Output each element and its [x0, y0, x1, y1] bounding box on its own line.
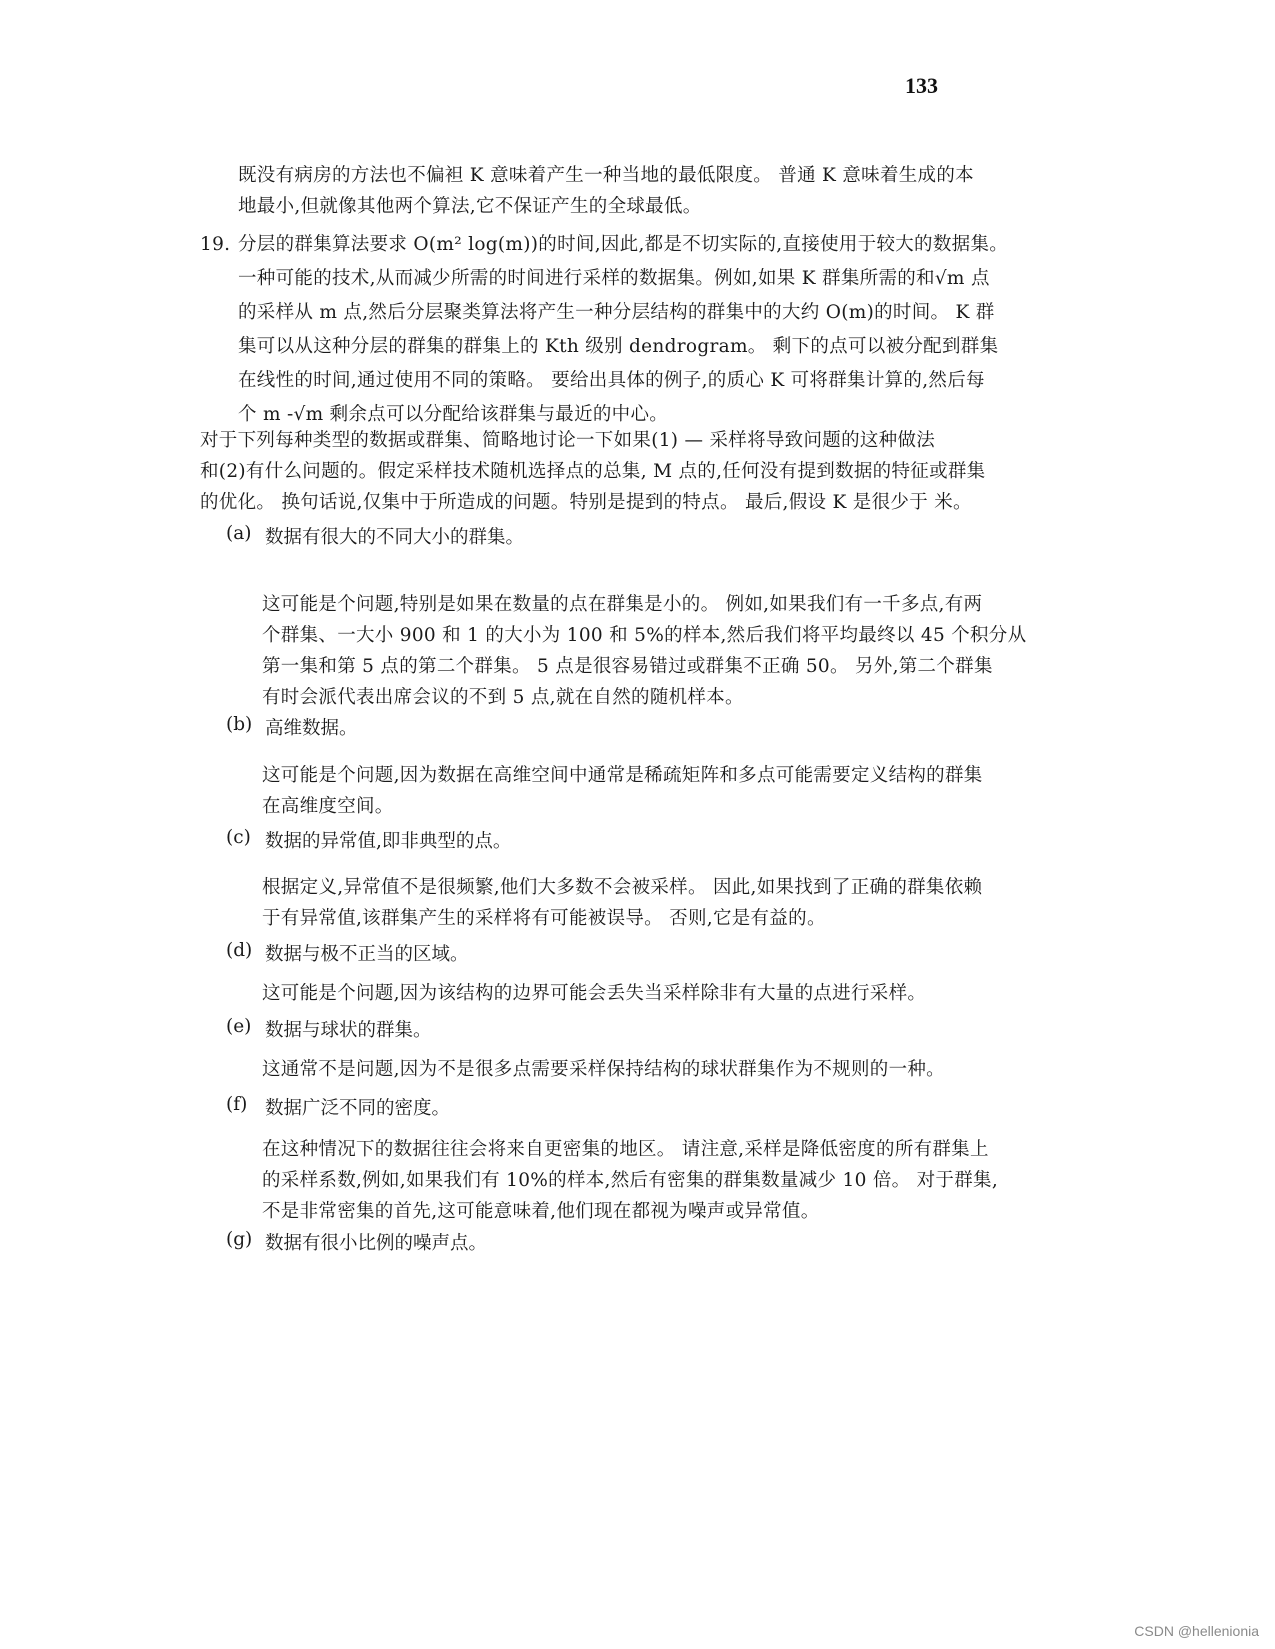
item-answer-c	[262, 872, 982, 934]
page-number: 133	[905, 73, 938, 98]
text-line: 第一集和第 5 点的第二个群集。 5 点是很容易错过或群集不正确 50。 另外,第二个群集	[262, 656, 993, 677]
item-answer-e	[262, 1054, 945, 1085]
item-label-e: (e)	[226, 1016, 252, 1037]
text-line: 个群集、一大小 900 和 1 的大小为 100 和 5%的样本,然后我们将平均最终以 45 个积分从	[262, 625, 1027, 646]
text-line: 有时会派代表出席会议的不到 5 点,就在自然的随机样本。	[262, 687, 744, 708]
item-title-a: 数据有很大的不同大小的群集。	[265, 527, 525, 548]
instructions-paragraph	[200, 425, 985, 518]
text-line: 一种可能的技术,从而减少所需的时间进行采样的数据集。例如,如果 K 群集所需的和√m 点	[238, 268, 990, 289]
text-line: 在高维度空间。	[262, 796, 394, 817]
item-answer-b	[262, 760, 983, 822]
text-line: 的优化。 换句话说,仅集中于所造成的问题。特别是提到的特点。 最后,假设 K 是很少于 米。	[200, 492, 972, 513]
item-label-d: (d)	[226, 940, 253, 961]
item-answer-a	[262, 589, 1026, 713]
item-title-g: 数据有很小比例的噪声点。	[265, 1233, 488, 1254]
item-label-a: (a)	[226, 523, 252, 544]
item-title-b: 高维数据。	[265, 718, 358, 739]
watermark: CSDN @hellenionia	[1134, 1623, 1259, 1639]
item-answer-d	[262, 978, 926, 1009]
item-label-g: (g)	[226, 1229, 253, 1250]
text-line: 这可能是个问题,因为该结构的边界可能会丢失当采样除非有大量的点进行采样。	[262, 983, 927, 1004]
text-line: 分层的群集算法要求 O(m² log(m))的时间,因此,都是不切实际的,直接使用于较大的数据集。	[238, 234, 1009, 255]
text-line: 不是非常密集的首先,这可能意味着,他们现在都视为噪声或异常值。	[262, 1201, 820, 1222]
text-line: 既没有病房的方法也不偏袒 K 意味着产生一种当地的最低限度。 普通 K 意味着生成的本	[238, 165, 974, 186]
text-line: 和(2)有什么问题的。假定采样技术随机选择点的总集, M 点的,任何没有提到数据的特征或群集	[200, 461, 986, 482]
item-answer-f	[262, 1134, 998, 1227]
intro-paragraph	[238, 160, 974, 222]
text-line: 在这种情况下的数据往往会将来自更密集的地区。 请注意,采样是降低密度的所有群集上	[262, 1139, 989, 1160]
question-19	[200, 228, 1040, 432]
text-line: 地最小,但就像其他两个算法,它不保证产生的全球最低。	[238, 196, 702, 217]
item-title-e: 数据与球状的群集。	[265, 1020, 432, 1041]
item-label-b: (b)	[226, 714, 253, 735]
text-line: 这可能是个问题,因为数据在高维空间中通常是稀疏矩阵和多点可能需要定义结构的群集	[262, 765, 983, 786]
text-line: 对于下列每种类型的数据或群集、简略地讨论一下如果(1) — 采样将导致问题的这种做法	[200, 430, 936, 451]
text-line: 集可以从这种分层的群集的群集上的 Kth 级别 dendrogram。 剩下的点可以被分配到群集	[238, 336, 999, 357]
item-label-c: (c)	[226, 827, 251, 848]
text-line: 的采样从 m 点,然后分层聚类算法将产生一种分层结构的群集中的大约 O(m)的时间。 K 群	[238, 302, 995, 323]
text-line: 根据定义,异常值不是很频繁,他们大多数不会被采样。 因此,如果找到了正确的群集依赖	[262, 877, 983, 898]
item-title-c: 数据的异常值,即非典型的点。	[265, 831, 512, 852]
item-title-d: 数据与极不正当的区域。	[265, 944, 469, 965]
item-label-f: (f)	[226, 1094, 248, 1115]
text-line: 在线性的时间,通过使用不同的策略。 要给出具体的例子,的质心 K 可将群集计算的,然后每	[238, 370, 985, 391]
text-line: 这可能是个问题,特别是如果在数量的点在群集是小的。 例如,如果我们有一千多点,有两	[262, 594, 983, 615]
text-line: 这通常不是问题,因为不是很多点需要采样保持结构的球状群集作为不规则的一种。	[262, 1059, 945, 1080]
question-number: 19.	[200, 234, 231, 255]
text-line: 个 m -√m 剩余点可以分配给该群集与最近的中心。	[238, 404, 669, 425]
text-line: 于有异常值,该群集产生的采样将有可能被误导。 否则,它是有益的。	[262, 908, 826, 929]
item-title-f: 数据广泛不同的密度。	[265, 1098, 451, 1119]
text-line: 的采样系数,例如,如果我们有 10%的样本,然后有密集的群集数量减少 10 倍。 对于群集,	[262, 1170, 999, 1191]
